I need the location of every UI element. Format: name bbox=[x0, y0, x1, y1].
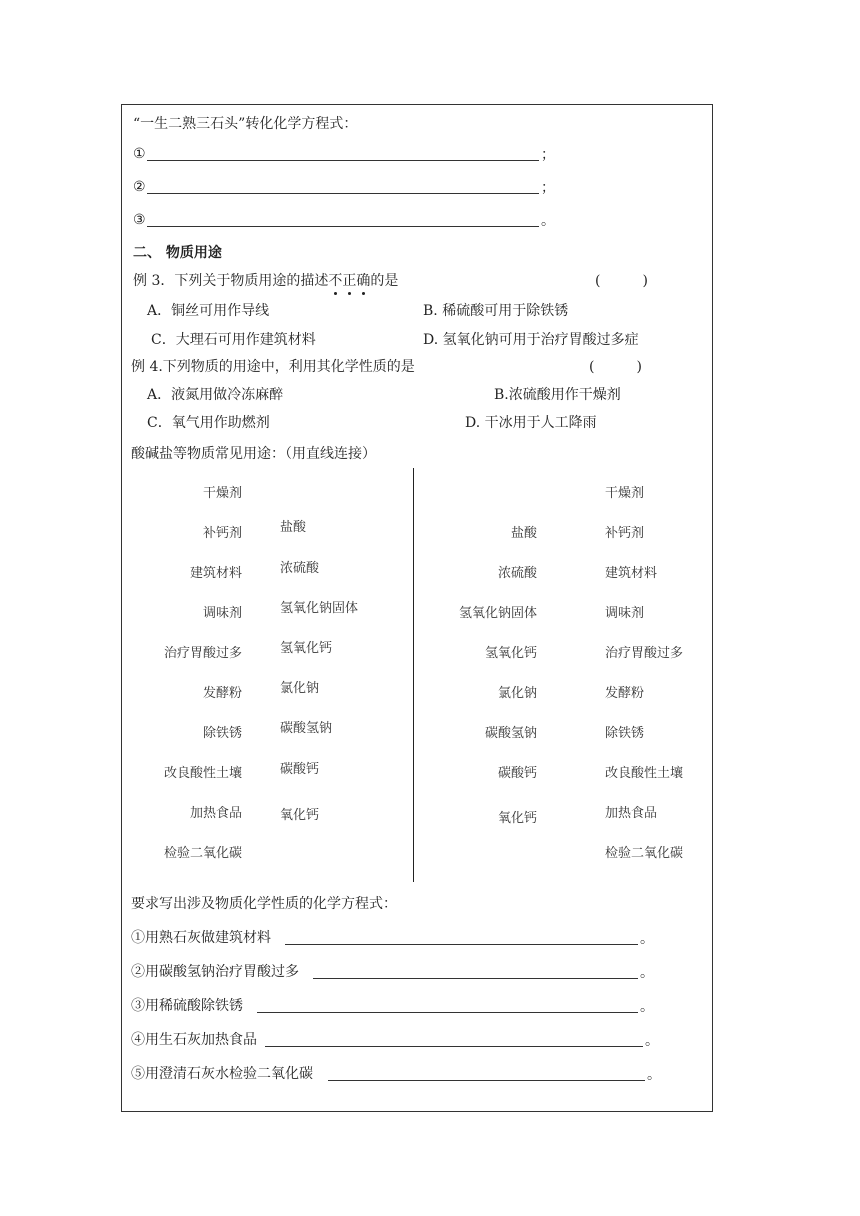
emphasis-char: 不 bbox=[328, 273, 343, 289]
blank-2-line[interactable] bbox=[147, 193, 539, 194]
example-3-answer-paren[interactable]: ( ) bbox=[595, 273, 648, 289]
equation-1-end: 。 bbox=[640, 931, 654, 947]
right-use-item[interactable]: 治疗胃酸过多 bbox=[605, 646, 684, 661]
emphasis-char: 确 bbox=[356, 273, 371, 289]
right-use-item[interactable]: 发酵粉 bbox=[605, 686, 645, 701]
example-3-option-d[interactable]: D. 氢氧化钠可用于治疗胃酸过多症 bbox=[423, 332, 639, 348]
left-use-item[interactable]: 调味剂 bbox=[202, 606, 242, 621]
right-substance-item[interactable]: 氯化钠 bbox=[497, 686, 537, 701]
right-substance-item[interactable]: 氢氧化钠固体 bbox=[458, 606, 537, 621]
equation-3-label: ③用稀硫酸除铁锈 bbox=[131, 998, 243, 1014]
left-substance-item[interactable]: 浓硫酸 bbox=[280, 561, 320, 576]
example-3-option-c[interactable]: C．大理石可用作建筑材料 bbox=[151, 332, 316, 348]
equation-2-label: ②用碳酸氢钠治疗胃酸过多 bbox=[131, 964, 299, 980]
equation-3-line[interactable] bbox=[257, 1012, 638, 1013]
right-substance-item[interactable]: 碳酸钙 bbox=[497, 766, 537, 781]
left-substance-item[interactable]: 氧化钙 bbox=[280, 808, 320, 823]
equation-5-end: 。 bbox=[647, 1067, 661, 1083]
equation-4-end: 。 bbox=[645, 1033, 659, 1049]
left-use-item[interactable]: 加热食品 bbox=[189, 806, 242, 821]
blank-3-line[interactable] bbox=[147, 226, 539, 227]
blank-1-end: ； bbox=[541, 147, 555, 163]
example-4-option-a[interactable]: A．液氮用做冷冻麻醉 bbox=[147, 387, 284, 403]
blank-1-marker: ① bbox=[133, 146, 146, 162]
left-use-item[interactable]: 建筑材料 bbox=[189, 566, 242, 581]
right-use-item[interactable]: 改良酸性土壤 bbox=[605, 766, 684, 781]
section3-heading: 要求写出涉及物质化学性质的化学方程式： bbox=[131, 896, 397, 912]
left-substance-item[interactable]: 盐酸 bbox=[280, 520, 307, 535]
example-4-option-b[interactable]: B.浓硫酸用作干燥剂 bbox=[494, 387, 621, 403]
equation-3-end: 。 bbox=[640, 999, 654, 1015]
left-use-item[interactable]: 改良酸性土壤 bbox=[163, 766, 242, 781]
example-3-stem-end: 的是 bbox=[370, 273, 399, 289]
example-4-stem: 例 4.下列物质的用途中，利用其化学性质的是 bbox=[131, 359, 415, 375]
equation-2-end: 。 bbox=[640, 965, 654, 981]
left-substance-item[interactable]: 碳酸氢钠 bbox=[280, 721, 333, 736]
left-substance-item[interactable]: 氢氧化钠固体 bbox=[280, 601, 359, 616]
right-substance-item[interactable]: 氧化钙 bbox=[497, 811, 537, 826]
left-substance-item[interactable]: 氯化钠 bbox=[280, 681, 320, 696]
example-4-option-d[interactable]: D. 干冰用于人工降雨 bbox=[465, 415, 597, 431]
left-use-item[interactable]: 除铁锈 bbox=[202, 726, 242, 741]
equation-1-line[interactable] bbox=[285, 944, 638, 945]
right-use-item[interactable]: 建筑材料 bbox=[605, 566, 658, 581]
right-use-item[interactable]: 补钙剂 bbox=[605, 526, 645, 541]
section1-heading: “一生二熟三石头”转化化学方程式： bbox=[133, 116, 358, 132]
right-use-item[interactable]: 调味剂 bbox=[605, 606, 645, 621]
left-substance-item[interactable]: 碳酸钙 bbox=[280, 762, 320, 777]
example-4-option-c[interactable]: C．氧气用作助燃剂 bbox=[147, 415, 270, 431]
example-3-stem bbox=[133, 272, 398, 290]
right-substance-item[interactable]: 氢氧化钙 bbox=[484, 646, 537, 661]
left-use-item[interactable]: 治疗胃酸过多 bbox=[163, 646, 242, 661]
right-use-item[interactable]: 检验二氧化碳 bbox=[605, 846, 684, 861]
example-3-stem-text: 例 3．下列关于物质用途的描述 bbox=[133, 273, 329, 289]
equation-1-label: ①用熟石灰做建筑材料 bbox=[131, 930, 271, 946]
emphasis-char: 正 bbox=[342, 273, 357, 289]
left-substance-item[interactable]: 氢氧化钙 bbox=[280, 641, 333, 656]
left-use-item[interactable]: 补钙剂 bbox=[202, 526, 242, 541]
blank-1-line[interactable] bbox=[147, 160, 539, 161]
right-substance-item[interactable]: 浓硫酸 bbox=[497, 566, 537, 581]
right-use-item[interactable]: 加热食品 bbox=[605, 806, 658, 821]
equation-5-label: ⑤用澄清石灰水检验二氧化碳 bbox=[131, 1066, 313, 1082]
connect-title: 酸碱盐等物质常见用途：（用直线连接） bbox=[131, 446, 376, 462]
example-4-answer-paren[interactable]: ( ) bbox=[589, 359, 642, 375]
equation-4-line[interactable] bbox=[265, 1046, 643, 1047]
example-3-option-b[interactable]: B. 稀硫酸可用于除铁锈 bbox=[423, 303, 569, 319]
blank-2-marker: ② bbox=[133, 179, 146, 195]
right-substance-item[interactable]: 碳酸氢钠 bbox=[484, 726, 537, 741]
blank-3-marker: ③ bbox=[133, 212, 146, 228]
equation-2-line[interactable] bbox=[313, 978, 638, 979]
example-3-option-a[interactable]: A．铜丝可用作导线 bbox=[147, 303, 270, 319]
equation-4-label: ④用生石灰加热食品 bbox=[131, 1032, 257, 1048]
right-use-item[interactable]: 干燥剂 bbox=[605, 486, 645, 501]
left-use-item[interactable]: 检验二氧化碳 bbox=[163, 846, 242, 861]
blank-3-end: 。 bbox=[541, 213, 555, 229]
section2-heading: 二、 物质用途 bbox=[133, 245, 222, 261]
equation-5-line[interactable] bbox=[328, 1080, 645, 1081]
right-use-item[interactable]: 除铁锈 bbox=[605, 726, 645, 741]
right-substance-item[interactable]: 盐酸 bbox=[510, 526, 537, 541]
left-use-item[interactable]: 干燥剂 bbox=[202, 486, 242, 501]
left-use-item[interactable]: 发酵粉 bbox=[202, 686, 242, 701]
diagram-divider bbox=[413, 468, 414, 882]
blank-2-end: ； bbox=[541, 180, 555, 196]
